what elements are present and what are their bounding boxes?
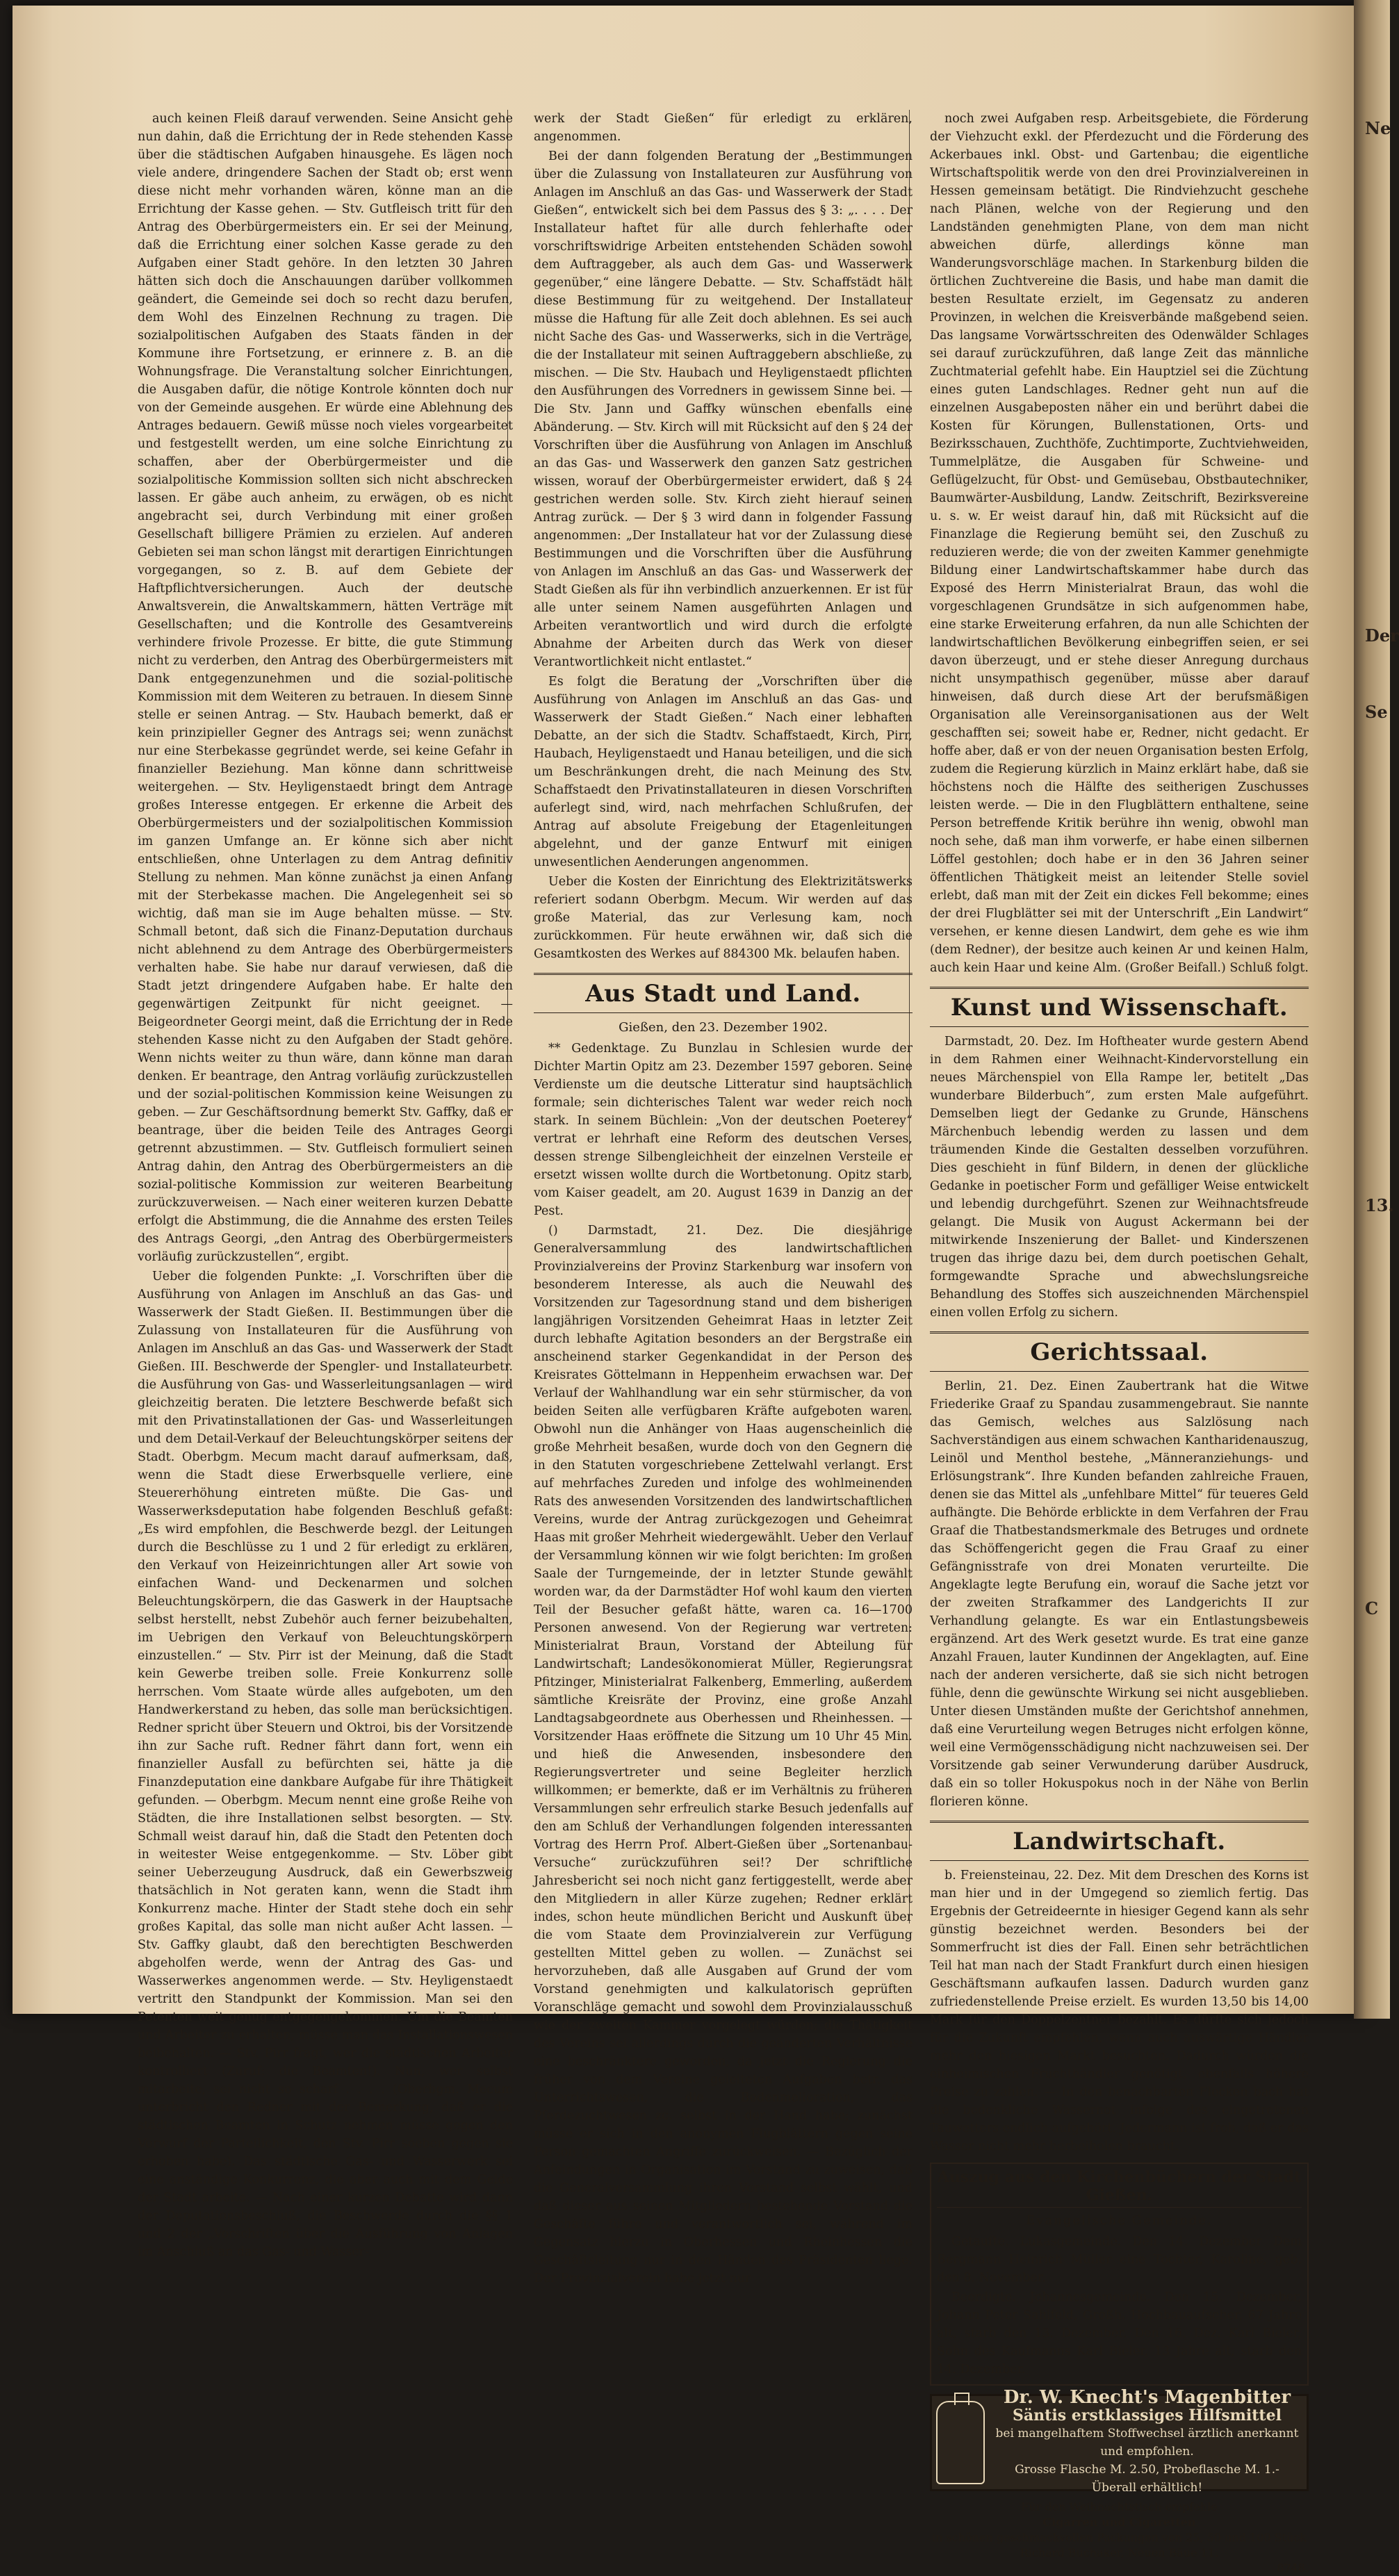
- section-heading: Aus Stadt und Land.: [534, 973, 913, 1013]
- article-text: werk der Stadt Gießen“ für erledigt zu erklären, angenommen.: [534, 112, 913, 144]
- article-text: Darmstadt, 20. Dez. Im Hoftheater wurde gestern Abend in dem Rahmen einer Weihnacht-Kindervorstellung ein neues Märchenspiel von Ella Rampe ler, betitelt „Das wunderbare Bilderbuch“, zum ersten Male aufgeführt. Demselben liegt der Gedanke zu Grunde, Hänschens Märchenbuch lebendig werden zu lassen und dem träumenden Kinde die Gestalten desselben vorzuführen. Dies geschieht in fünf Bildern, in denen der glückliche Gedanke in poetischer Form und gefälliger Weise entwickelt und lebendig durchgeführt. Szenen zur Weihnachtsfreude gelangt. Die Musik von August Ackermann bei der mitwirkende Inszenierung der Ballet- und Kinderszenen trugen das ihrige dazu bei, dem durch poetischen Gehalt, formgewandte Sprache und abwechslungsreiche Behandlung des Stoffes sich auszeichnenden Märchenspiel einen vollen Erfolg zu sichern.: [930, 1035, 1309, 1320]
- article-text: Bei der dann folgenden Beratung der „Bestimmungen über die Zulassung von Installateuren zur Ausführung von Anlagen im Anschluß an das Gas- und Wasserwerk der Stadt Gießen“, entwickelt sich bei dem Passus des § 3: „. . . . Der Installateur haftet für alle durch fehlerhafte oder vorschriftswidrige Arbeiten entstehenden Schäden sowohl dem Auftraggeber, als auch dem Gas- und Wasserwerk gegenüber,“ eine längere Debatte. — Stv. Schaffstädt hält diese Bestimmung für zu weitgehend. Der Installateur müsse die Haftung für alle Zeit doch ablehnen. Es sei auch nicht Sache des Gas- und Wasserwerks, sich in die Verträge, die der Installateur mit seinen Auftraggebern abschließe, zu mischen. — Die Stv. Haubach und Heyligenstaedt pflichten den Ausführungen des Vorredners in gewissem Sinne bei. — Die Stv. Jann und Gaffky wünschen ebenfalls eine Abänderung. — Stv. Kirch will mit Rücksicht auf den § 24 der Vorschriften über die Ausführung von Anlagen im Anschluß an das Gas- und Wasserwerk den ganzen Satz gestrichen wissen, worauf der Oberbürgermeister erwidert, daß § 24 gestrichen werden solle. Stv. Kirch zieht hierauf seinen Antrag zurück. — Der § 3 wird dann in folgender Fassung angenommen: „Der Installateur hat vor der Zulassung diese Bestimmungen und die Vorschriften über die Ausführung von Anlagen im Anschluß an das Gas- und Wasserwerk der Stadt Gießen als für ihn verbindlich anzuerkennen. Er ist für alle unter seinem Namen ausgeführten Anlagen und Arbeiten verantwortlich und wird durch die erfolgte Abnahme der Arbeiten durch das Werk von dieser Verantwortlichkeit nicht entlastet.“: [534, 149, 913, 669]
- ad-brand: Dr. W. Knecht's Magenbitter: [1003, 2387, 1291, 2408]
- edge-text: Der: [1365, 625, 1399, 646]
- cigar-advertisement: [930, 2500, 1309, 2576]
- article-text: Ueber die folgenden Punkte: „I. Vorschriften über die Ausführung von Anlagen im Anschluß an das Gas- und Wasserwerk der Stadt Gießen. II. Bestimmungen über die Zulassung von Installateuren für die Ausführung von Anlagen im Anschluß an das Gas- und Wasserwerk der Stadt Gießen. III. Beschwerde der Spengler- und Installateurbetr. die Ausführung von Gas- und Wasserleitungsanlagen — wird gleichzeitig beraten. Die letztere Beschwerde befaßt sich mit den Privatinstallationen der Gas- und Wasserleitungen und dem Detail-Verkauf der Beleuchtungskörper seitens der Stadt. Oberbgm. Mecum macht darauf aufmerksam, daß, wenn die Stadt diese Erwerbsquelle verliere, eine Steuererhöhung eintreten müßte. Die Gas- und Wasserwerksdeputation habe folgenden Beschluß gefaßt: „Es wird empfohlen, die Beschwerde bezgl. der Leitungen durch die Beschlüsse zu 1 und 2 für erledigt zu erklären, den Verkauf von Heizeinrichtungen aller Art sowie von einfachen Wand- und Deckenarmen und solchen Beleuchtungskörpern, die das Gaswerk in der Hauptsache selbst herstellt, nebst Zubehör auch ferner beizubehalten, im Uebrigen den Verkauf von Beleuchtungskörpern einzustellen.“ — Stv. Pirr ist der Meinung, daß die Stadt kein Gewerbe treiben solle. Freie Konkurrenz solle herrschen. Vom Staate würde alles aufgeboten, um den Handwerkerstand zu heben, das solle man berücksichtigen. Redner spricht über Steuern und Oktroi, bis der Vorsitzende ihn zur Sache ruft. Redner fährt dann fort, wenn ein finanzieller Ausfall zu befürchten sei, hätte ja die Finanzdeputation eine dankbare Aufgabe für ihre Thätigkeit gefunden. — Oberbgm. Mecum nennt eine große Reihe von Städten, die ihre Installationen selbst besorgten. — Stv. Schmall weist darauf hin, daß die Stadt den Petenten doch in weitester Weise entgegenkomme. — Stv. Löber gibt seiner Ueberzeugung Ausdruck, daß ein Gewerbszweig thatsächlich in Not geraten kann, wenn die Stadt ihm Konkurrenz mache. Hinter der Stadt stehe doch ein sehr großes Kapital, das solle man nicht außer Acht lassen. — Stv. Gaffky glaubt, daß den berechtigten Beschwerden abgeholfen werde, wenn der Antrag des Gas- und Wasserwerkes angenommen werde. — Stv. Heyligenstaedt vertritt den Standpunkt der Kommission. Man sei den Petenten weit genug entgegengekommen. Um die Beamten und Arbeiter zu erhalten, müsse man das Installationswesen beibehalten. — Stv. Pirr fragt, wer die städtischen Arbeiter kontrolliert (Zuruf: die Beamten!). Nun, wer selbst mitarbeite, sei nicht so scharf . . . . (Oberbgm. Mecum unterbricht den Redner mit der Bemerkung, daß er die städtischen Beamten in Schutz nehmen müsse gegen den Vorwurf der Parteilichkeit, den Stv. Pirr soeben gegen sie erhoben habe). Das städtische Gas- und Wasserwerk sei eine anständige Konkurrenz, die aber auch mit dem Gelde der Stadt arbeite. — Nach einer kurzen Debatte wird dann der Deputationsbeschluß, die Beschwerde durch die §§ 1 und 2 der „Vorschriften über die Ausführung von Anlagen im Anschluß an das Gas- und Wasser-: [138, 1270, 513, 2259]
- edge-text: C: [1365, 1598, 1379, 1618]
- article-text: Ueber die Kosten der Einrichtung des Elektrizitätswerks referiert sodann Oberbgm. Mecum. Wir werden auf das große Material, das zur Verlesung kam, noch zurückkommen. Für heute erwähnen wir, daß sich die Gesamtkosten des Werkes auf 884300 Mk. belaufen haben.: [534, 875, 913, 961]
- bottle-icon: [936, 2401, 985, 2484]
- article-text: b. Freiensteinau, 22. Dez. Mit dem Dreschen des Korns ist man hier und in der Umgegend so ziemlich fertig. Das Ergebnis der Getreideernte in hiesiger Gegend kann als sehr günstig bezeichnet werden. Besonders bei der Sommerfrucht ist dies der Fall. Einen sehr beträchtlichen Teil hat man nach der Stadt Frankfurt durch einen hiesigen Geschäftsmann aufkaufen lassen. Dadurch wurden ganz zufriedenstellende Preise erzielt. Es wurden 13,50 bis 14,00 Mark für den Doppelzentner bezahlt. Es dürfte sich jedoch für die Zukunft empfehlen, wenn auch auswärtige Händler mehr den hiesigen Markt besuchten. Dadurch würden die einheimischen Fruchthändler genötigt, ebenfalls höhere Preise zu zahlen. — In den benachbarten Flecken bach hat die bedenkliche Wassernot infolge des eingetretenen Tauwetters endlich aufgehört. Jedermann ist froh, daß er das Wasser nicht mehr herbeiholen braucht.: [930, 1869, 1309, 2153]
- ad-text: bei mangelhaftem Stoffwechsel ärztlich anerkannt und empfohlen.: [995, 2427, 1299, 2459]
- dateline: Gießen, den 23. Dezember 1902.: [619, 1020, 828, 1035]
- section-heading: Landwirtschaft.: [930, 1821, 1309, 1861]
- ad-line: Richard Buchaker, Neuen Bäue 11.: [1020, 2546, 1219, 2559]
- ad-line: Cigarren und Cigaretten: [1042, 2516, 1196, 2529]
- article-text: noch zwei Aufgaben resp. Arbeitsgebiete, die Förderung der Viehzucht exkl. der Pferdezucht und die Förderung des Ackerbaues inkl. Obst- und Gartenbau; die eigentliche Wirtschaftspolitik werde von den drei Provinzialvereinen in Hessen gemeinsam betätigt. Die Rindviehzucht geschehe nach Plänen, welche von der Regierung und den Landständen genehmigten Plane, von dem man nicht abweichen dürfe, allerdings könne man Wanderungsvorschläge machen. In Starkenburg bilden die örtlichen Zuchtvereine die Basis, und habe man damit die besten Resultate erzielt, im Gegensatz zu anderen Provinzen, in welchen die Kreisverbände maßgebend seien. Das langsame Vorwärtsschreiten des Odenwälder Schlages sei darauf zurückzuführen, daß lange Zeit das männliche Zuchtmaterial gefehlt habe. Ein Hauptziel sei die Züchtung eines guten Landschlages. Redner geht nun auf die einzelnen Ausgabeposten näher ein und berührt dabei die Kosten für Körungen, Bullenstationen, Orts- und Bezirksschauen, Zuchthöfe, Zuchtimporte, Zuchtviehweiden, Tummelplätze, die Ausgaben für Schweine- und Geflügelzucht, für Obst- und Gemüsebau, Obstbautechniker, Baumwärter-Ausbildung, Landw. Zeitschrift, Bezirksvereine u. s. w. Er weist darauf hin, daß mit Rücksicht auf die Finanzlage die Regierung bemüht sei, den Zuschuß zu reduzieren werde; die von der zweiten Kammer genehmigte Bildung einer Landwirtschaftskammer habe durch das Exposé des Herrn Ministerialrat Braun, das wohl die vorgeschlagenen Grundsätze in sich aufgenommen habe, eine starke Erweiterung erfahren, da nun alle Schichten der landwirtschaftlichen Bevölkerung einbegriffen seien, er sei davon überzeugt, und er stehe dieser Anregung durchaus nicht unsympathisch gegenüber, müsse aber darauf hinweisen, daß durch diese Art der berufsmäßigen Organisation alle Vereinsorganisationen aus der Welt geschafften sei; soweit habe er, Redner, nicht gedacht. Er hoffe aber, daß er von der neuen Organisation besten Erfolg, zudem die Regierung kürzlich in Mainz erklärt habe, daß sie höchstens noch die Hälfte des seitherigen Zuschusses leisten werde. — Die in den Flugblättern enthaltene, seine Person betreffende Kritik berühre ihn wenig, obwohl man noch sehe, daß man ihm vorwerfe, er habe einen silbernen Löffel gestohlen; doch habe er in den 36 Jahren seiner öffentlichen Thätigkeit meist an leitender Stelle soviel erlebt, daß man mit der Zeit ein dickes Fell bekomme; eines der drei Flugblätter sei mit der Unterschrift „Ein Landwirt“ versehen, er kenne diesen Landwirt, dem gehe es wie ihm (dem Redner), der besitze auch keinen Ar und keinen Halm, auch kein Haar und keine Alm. (Großer Beifall.) Schluß folgt.: [930, 112, 1309, 975]
- edge-text: 13.: [1365, 1195, 1394, 1215]
- article-text: Berlin, 21. Dez. Einen Zaubertrank hat die Witwe Friederike Graaf zu Spandau zusammengebraut. Sie nannte das Gemisch, welches aus Salzlösung nach Sachverständigen aus einem schwachen Kantharidenauszug, Leinöl und Menthol bestehe, „Männeranziehungs- und Erlösungstrank“. Ihre Kunden befanden zahlreiche Frauen, denen sie das Mittel als „unfehlbare Mittel“ für teueres Geld aufhängte. Die Behörde erblickte in dem Verfahren der Frau Graaf die Thatbestandsmerkmale des Betruges und ordnete das Schöffengericht gegen die Frau Graaf zu einer Gefängnisstrafe von drei Monaten verurteilte. Die Angeklagte legte Berufung ein, worauf die Sache jetzt vor der zweiten Strafkammer des Landgerichts II zur Verhandlung gelangte. Es war ein Entlastungsbeweis ergänzend. Art des Werk gesetzt wurde. Es trat eine ganze Anzahl Frauen, lauter Kundinnen der Angeklagten, auf. Eine nach der anderen versicherte, daß sie sich nicht betrogen fühle, denn die gewünschte Wirkung sei nicht ausgeblieben. Unter diesen Umständen mußte der Gerichtshof annehmen, daß eine Verurteilung wegen Betruges nicht erfolgen könne, weil eine Vermögensschädigung nicht nachzuweisen sei. Der Vorsitzende gab seiner Verwunderung darüber Ausdruck, daß ein so toller Hokuspokus noch in der Nähe von Berlin florieren könne.: [930, 1379, 1309, 1809]
- ad-line: in schönen geschmackvollen Packungen von 25, 50 und 100 Stück: [931, 2531, 1307, 2544]
- article-text: ** Gedenktage. Zu Bunzlau in Schlesien wurde der Dichter Martin Opitz am 23. Dezember 1597 geboren. Seine Verdienste um die deutsche Litteratur sind hauptsächlich formale; sein dichterisches Talent war weder reich noch stark. In seinem Büchlein: „Von der deutschen Poeterey“ vertrat er lehrhaft eine Reform des deutschen Verses, dessen strenge Silbengleichheit der einzelnen Versteile er ersetzt wissen wollte durch die Wortbetonung. Opitz starb, vom Kaiser geadelt, am 20. August 1639 in Danzig an der Pest.: [534, 1042, 913, 1218]
- column-3: [930, 110, 1309, 2576]
- ad-line: Für den Weihnachtstisch empfehle: [1021, 2500, 1218, 2513]
- column-1: [138, 110, 513, 2263]
- magenbitter-advertisement: [930, 2387, 1309, 2495]
- section-heading: Kunst und Wissenschaft.: [930, 987, 1309, 1027]
- church-register-box: [930, 2163, 1309, 2386]
- ad-price: Grosse Flasche M. 2.50, Probeflasche M. 1.- Überall erhältlich!: [1015, 2463, 1279, 2495]
- column-2: [534, 110, 913, 2289]
- section-heading: Gerichtssaal.: [930, 1331, 1309, 1372]
- article-text: Es folgt die Beratung der „Vorschriften über die Ausführung von Anlagen im Anschluß an das Gas- und Wasserwerk der Stadt Gießen.“ Nach einer lebhaften Debatte, an der sich die Stadtv. Schaffstaedt, Kirch, Pirr, Haubach, Heyligenstaedt und Hanau beteiligen, und die sich um Beschränkungen dreht, die nach Meinung des Stv. Schaffstaedt den Privatinstallateuren in diesen Vorschriften auferlegt sind, wird, nach mehrfachen Schlußrufen, der Antrag auf absolute Freigebung der Etagenleitungen abgelehnt, und der ganze Entwurf mit einigen unwesentlichen Aenderungen angenommen.: [534, 675, 913, 869]
- church-register-subtitle: Evangelische Gemeinde.: [1026, 2213, 1213, 2228]
- edge-text: Ne: [1365, 118, 1391, 138]
- article-text: auch keinen Fleiß darauf verwenden. Seine Ansicht gehe nun dahin, daß die Errichtung der in Rede stehenden Kasse über die städtischen Aufgaben hinausgehe. Es lägen noch viele andere, dringendere Sachen der Stadt ob; erst wenn diese nicht mehr vorhanden wären, könne man an die Errichtung der Kasse gehen. — Stv. Gutfleisch tritt für den Antrag des Oberbürgermeisters ein. Er sei der Meinung, daß die Errichtung einer solchen Kasse gerade zu den Aufgaben einer Stadt gehöre. In den letzten 30 Jahren hätten sich doch die Anschauungen darüber vollkommen geändert, die Gemeinde sei doch so recht dazu berufen, dem Wohl des Einzelnen Rechnung zu tragen. Die sozialpolitischen Aufgaben des Staats fänden in der Kommune ihre Fortsetzung, er erinnere z. B. an die Wohnungsfrage. Die Veranstaltung solcher Einrichtungen, die Ausgaben dafür, die nötige Kontrole könnten doch nur von der Gemeinde ausgehen. Er würde eine Ablehnung des Antrages bedauern. Gewiß müsse noch vieles vorgearbeitet und festgestellt werden, um eine solche Einrichtung zu schaffen, aber der Oberbürgermeister und die sozialpolitische Kommission sollten sich nicht abschrecken lassen. Er gäbe auch anheim, zu erwägen, ob es nicht angebracht sei, durch Verbindung mit einer großen Gesellschaft billigere Prämien zu erzielen. Auf anderen Gebieten sei man schon längst mit derartigen Einrichtungen vorgegangen, so z. B. auf dem Gebiete der Haftpflichtversicherungen. Auch der deutsche Anwaltsverein, die Anwaltskammern, hätten Verträge mit Gesellschaften; und die Kontrolle des Gesamtvereins verhindere frivole Prozesse. Er bitte, die gute Stimmung nicht zu verderben, den Antrag des Oberbürgermeisters mit Dank entgegenzunehmen und die sozial-politische Kommission mit dem Weiteren zu betrauen. In diesem Sinne stelle er seinen Antrag. — Stv. Haubach bemerkt, daß er kein prinzipieller Gegner des Antrags sei; wenn zunächst nur eine Sterbekasse gegründet werde, sei keine Gefahr in finanzieller Beziehung. Man könne dann schrittweise weitergehen. — Stv. Heyligenstaedt bringt dem Antrage großes Interesse entgegen. Er erkenne die Arbeit des Oberbürgermeisters und der sozialpolitischen Kommission im ganzen Umfange an. Er könne sich aber nicht entschließen, ohne Unterlagen zu dem Antrag definitiv Stellung zu nehmen. Man könne zunächst ja einen Anfang mit der Sterbekasse machen. Die Angelegenheit sei so wichtig, daß man sie im Auge behalten müsse. — Stv. Schmall betont, daß sich die Finanz-Deputation durchaus nicht ablehnend zu dem Antrage des Oberbürgermeisters verhalten habe. Sie habe nur darauf verwiesen, daß die Stadt jetzt dringendere Aufgaben habe. Er halte den gegenwärtigen Zeitpunkt für nicht geeignet. — Beigeordneter Georgi meint, daß die Errichtung der in Rede stehenden Kasse nicht zu den Aufgaben der Stadt gehöre. Wenn nichts weiter zu thun wäre, dann könne man daran denken. Er beantrage, den Antrag vorläufig zurückzustellen und der sozial-politischen Kommission keine Weisungen zu geben. — Zur Geschäftsordnung bemerkt Stv. Gaffky, daß er beantrage, über die beiden Teile des Antrages Georgi getrennt abzustimmen. — Stv. Gutfleisch formuliert seinen Antrag dahin, den Antrag des Oberbürgermeisters an die sozial-politische Kommission zur weiteren Bearbeitung zurückzuverweisen. — Nach einer weiteren kurzen Debatte erfolgt die Abstimmung, die die Annahme des ersten Teiles des Antrags Georgi, „den Antrag des Oberbürgermeisters vorläufig zurückzustellen“, ergibt.: [138, 112, 513, 1264]
- church-register-entry: Getaufte. Lukasgemeinde. Den 14. Dezember Dem Bergmann Heinrich Müller eine Tochter, Karoline, geb. den 8. November.: [937, 2235, 1302, 2285]
- adjacent-page-edge: [1354, 0, 1399, 2019]
- ad-slogan: Säntis erstklassiges Hilfsmittel: [1013, 2406, 1282, 2425]
- church-register-title: Auszug aus den Kirchenbüchern der Stadt Gießen.: [937, 2168, 1302, 2208]
- edge-text: Se: [1365, 702, 1388, 722]
- article-text: () Darmstadt, 21. Dez. Die diesjährige Generalversammlung des landwirtschaftlichen Provinzialvereins der Provinz Starkenburg war insofern von besonderem Interesse, als auch die Neuwahl des Vorsitzenden zur Tagesordnung stand und dem bisherigen langjährigen Vorsitzenden Geheimrat Haas in letzter Zeit durch lebhafte Agitation besonders an der Bergstraße ein anscheinend starker Gegenkandidat in der Person des Kreisrates Göttelmann in Heppenheim erwachsen war. Der Verlauf der Wahlhandlung war ein sehr stürmischer, da von beiden Seiten alle verfügbaren Kräfte aufgeboten waren. Obwohl nun die Anhänger von Haas augenscheinlich die große Mehrheit besaßen, wurde doch von den Gegnern die in den Statuten vorgeschriebene Zettelwahl verlangt. Erst auf mehrfaches Zureden und infolge des wohlmeinenden Rats des anwesenden Vorsitzenden des landwirtschaftlichen Vereins, wurde der Antrag zurückgezogen und Geheimrat Haas mit großer Mehrheit wiedergewählt. Ueber den Verlauf der Versammlung können wir wie folgt berichten: Im großen Saale der Turngemeinde, der in letzter Stunde gewählt worden war, da der Darmstädter Hof wohl kaum den vierten Teil der Besucher gefaßt hätte, waren ca. 16—1700 Personen anwesend. Von der Regierung war vertreten: Ministerialrat Braun, Vorstand der Abteilung für Landwirtschaft; Landesökonomierat Müller, Regierungsrat Pfitzinger, Ministerialrat Falkenberg, Emmerling, außerdem sämtliche Kreisräte der Provinz, eine große Anzahl Landtagsabgeordnete aus Oberhessen und Rheinhessen. — Vorsitzender Haas eröffnete die Sitzung um 10 Uhr 45 Min. und hieß die Anwesenden, insbesondere den Regierungsvertreter und seine Begleiter herzlich willkommen; er bemerkte, daß er im Verhältnis zu früheren Versammlungen sehr erfreulich starke Besuch jedenfalls auf den am Schluß der Verhandlungen folgenden interessanten Vortrag des Herrn Prof. Albert-Gießen über „Sortenanbau-Versuche“ zurückzuführen sei!? Der schriftliche Jahresbericht sei noch nicht ganz fertiggestellt, werde aber den Mitgliedern in aller Kürze zugehen; Redner erklärt indes, schon heute mündlichen Bericht und Auskunft über die vom Staate dem Provinzialverein zur Verfügung gestellten Mittel geben zu wollen. — Zunächst sei hervorzuheben, daß alle Ausgaben auf Grund der vom Vorstand genehmigten und kalkulatorisch geprüften Voranschläge gemacht und sowohl dem Provinzialausschuß wie der zweiten Kammer vorgelegt würden; die Thätigkeit des Vereins sei allerdings durch die geänderten Verhältnisse eine beschränktere geworden, da jetzt die Regierung die früher von dem Vereine geleiteten Aufgaben betr. das Unterrichtswesen, die Bodenmelioration, das Pferdezuchtwesen zc. selbst in der Hand habe; zunächst müsse er sich in den anonymen Flugblättern gegen seine Person gemachten Angriffe zurückweisen. — Bezüglich der Anfeindungen in Organisation im Vorstand zu zuweisen, daß die Generalversammlung ihren Vorstand selbst wählt, und daß dieser aus seinen Mitgliedern bestehende Vorstand die Geschäfte führe und verantwortlich sei, während im Gegensatz hierzu in Oberhessen und Rheinhessen die Geschäftsleitung nur in den Händen des Präsidenten liege. Der Provinzialverein habe jetzt nur: [534, 1224, 913, 2286]
- ad-number: 8748.: [1277, 2561, 1309, 2575]
- church-register-entry: Beerdigte. Johannesgemeinde. Den 15. Dezember, Johann Peter Sahlfeld, Großh. Hochbauaufseher, 67 Jahre alt, starb den 13. Dezember. Den 16. Dez. Karl Bieler, Sohn des Kaufmanns Karl Bieler, 13 Jahre alt, starb den 14. Dezember.: [937, 2290, 1302, 2377]
- newspaper-page: [13, 6, 1365, 2575]
